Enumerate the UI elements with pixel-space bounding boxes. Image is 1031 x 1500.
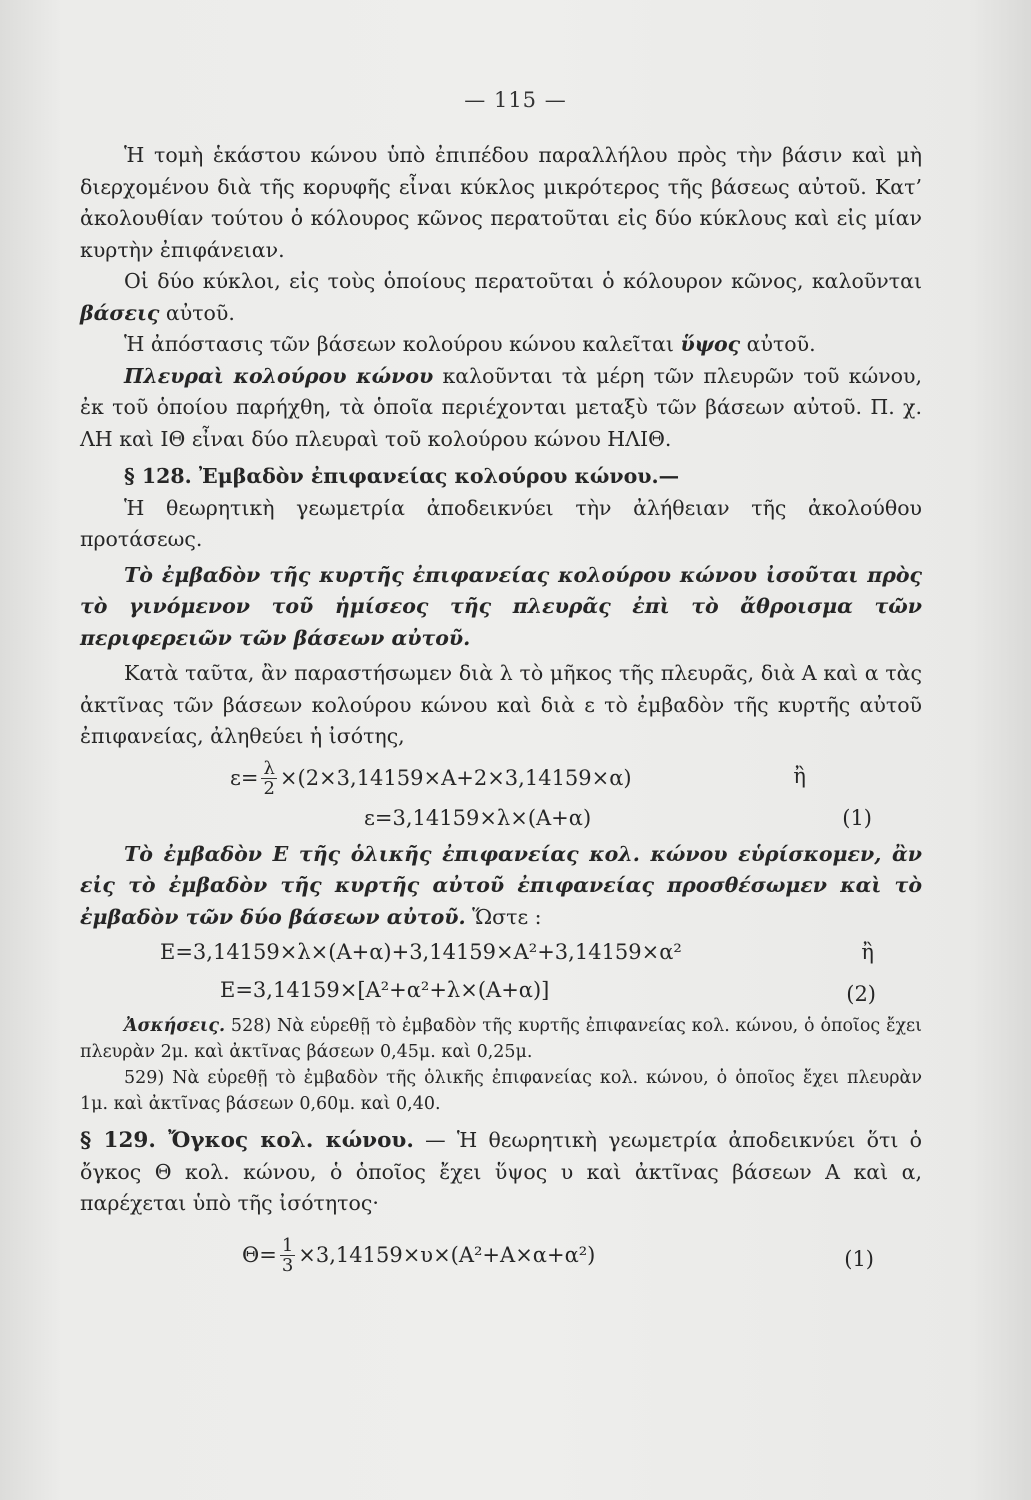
text-run: Τὸ ἐμβαδὸν Ε τῆς ὁλικῆς ἐπιφανείας κολ. κώνου εὑρίσκομεν, ἂν εἰς τὸ ἐμβαδὸν τῆς κυρτῆς αὐτοῦ ἐπιφανείας προσθέσωμεν καὶ τὸ ἐμβαδὸν τῶν δύο βάσεων αὐτοῦ.	[80, 841, 922, 929]
text-run: 528) Νὰ εὑρεθῇ τὸ ἐμβαδὸν τῆς κυρτῆς ἐπιφανείας κολ. κώνου, ὁ ὁποῖος ἔχει πλευρὰν 2μ. καὶ ἀκτῖνας βάσεων 0,45μ. καὶ 0,25μ.	[80, 1016, 922, 1062]
paragraph-sides	[80, 361, 922, 456]
formula-number: (1)	[842, 805, 872, 830]
formula-total-area	[80, 933, 922, 973]
text-run: αὐτοῦ.	[159, 300, 235, 325]
formula-or: ἢ	[861, 940, 874, 964]
formula-lhs: Θ=	[242, 1242, 277, 1267]
formula-lhs: ε=	[230, 765, 259, 790]
formula-volume	[80, 1228, 922, 1284]
term-sides: Πλευραὶ κολούρου κώνου	[124, 363, 434, 388]
fraction-denominator: 2	[263, 778, 275, 800]
fraction-numerator: 1	[281, 1234, 294, 1256]
formula-total-area-simplified	[80, 973, 922, 1013]
exercise-528	[80, 1013, 922, 1065]
fraction-denominator: 3	[281, 1255, 294, 1277]
term-bases: βάσεις	[80, 300, 160, 325]
exercises-label: Ἀσκήσεις.	[124, 1016, 226, 1036]
text-run: Οἱ δύο κύκλοι, εἰς τοὺς ὁποίους περατοῦται ὁ κόλουρον κῶνος, καλοῦνται	[124, 269, 922, 293]
paragraph-notation: Κατὰ ταῦτα, ἂν παραστήσωμεν διὰ λ τὸ μῆκος τῆς πλευρᾶς, διὰ Α καὶ α τὰς ἀκτῖνας τῶν βάσεων κολούρου κώνου καὶ διὰ ε τὸ ἐμβαδὸν τῆς κυρτῆς αὐτοῦ ἐπιφανείας, ἀληθεύει ἡ ἰσότης,	[80, 661, 922, 748]
paragraph-bases	[80, 266, 922, 329]
paragraph-frustum-section: Ἡ τομὴ ἑκάστου κώνου ὑπὸ ἐπιπέδου παραλλήλου πρὸς τὴν βάσιν καὶ μὴ διερχομένου διὰ τῆς κορυφῆς εἶναι κύκλος μικρότερος τῆς βάσεως αὐτοῦ. Κατ’ ἀκολουθίαν τούτου ὁ κόλουρος κῶνος περατοῦται εἰς δύο κύκλους καὶ εἰς μίαν κυρτὴν ἐπιφάνειαν.	[80, 143, 922, 262]
formula-expression: ε=3,14159×λ×(Α+α)	[364, 805, 592, 830]
formula-number: (2)	[846, 982, 876, 1006]
theorem-total-area	[80, 839, 922, 934]
exercise-529: 529) Νὰ εὑρεθῇ τὸ ἐμβαδὸν τῆς ὁλικῆς ἐπιφανείας κολ. κώνου, ὁ ὁποῖος ἔχει πλευρὰν 1μ. καὶ ἀκτῖνας βάσεων 0,60μ. καὶ 0,40.	[80, 1068, 922, 1114]
formula-or: ἢ	[793, 763, 806, 788]
formula-expression: Ε=3,14159×λ×(Α+α)+3,14159×Α²+3,14159×α²	[160, 940, 682, 964]
formula-expression: Ε=3,14159×[Α²+α²+λ×(Α+α)]	[220, 978, 550, 1002]
formula-rhs: ×3,14159×υ×(Α²+Α×α+α²)	[298, 1242, 596, 1267]
section-129	[80, 1125, 922, 1220]
section-128-intro: Ἡ θεωρητικὴ γεωμετρία ἀποδεικνύει τὴν ἀλήθειαν τῆς ἀκολούθου προτάσεως.	[80, 495, 922, 551]
formula-lateral-area	[80, 753, 922, 799]
section-128-heading: § 128. Ἐμβαδὸν ἐπιφανείας κολούρου κώνου.—	[124, 464, 680, 488]
paragraph-height	[80, 329, 922, 361]
page-number: — 115 —	[464, 88, 567, 112]
term-height: ὕψος	[680, 332, 741, 356]
text-run: — Ἡ θεωρητικὴ γεωμετρία ἀποδεικνύει ὅτι ὁ ὄγκος Θ κολ. κώνου, ὁ ὁποῖος ἔχει ὕψος υ καὶ ἀκτῖνας βάσεων Α καὶ α, παρέχεται ὑπὸ τῆς ἰσότητος·	[80, 1128, 922, 1215]
text-run: Ἡ ἀπόστασις τῶν βάσεων κολούρου κώνου καλεῖται	[124, 332, 681, 356]
page-text	[80, 140, 922, 1284]
fraction-third	[280, 1236, 295, 1277]
formula-expression	[230, 759, 632, 800]
formula-number: (1)	[844, 1246, 874, 1271]
fraction-half	[261, 759, 276, 800]
text-run: Ὥστε :	[465, 904, 542, 929]
section-129-heading: § 129. Ὄγκος κολ. κώνου.	[80, 1128, 414, 1153]
text-run: αὐτοῦ.	[740, 332, 816, 356]
fraction-numerator: λ	[263, 757, 275, 779]
formula-rhs: ×(2×3,14159×Α+2×3,14159×α)	[279, 765, 632, 790]
formula-lateral-area-simplified	[80, 799, 922, 839]
text-run: καλοῦνται τὰ μέρη τῶν πλευρῶν τοῦ κώνου, ἐκ τοῦ ὁποίου παρήχθη, τὰ ὁποῖα περιέχονται μεταξὺ τῶν βάσεων αὐτοῦ. Π. χ. ΛΗ καὶ ΙΘ εἶναι δύο πλευραὶ τοῦ κολούρου κώνου ΗΛΙΘ.	[80, 363, 922, 451]
theorem-lateral-area: Τὸ ἐμβαδὸν τῆς κυρτῆς ἐπιφανείας κολούρου κώνου ἰσοῦται πρὸς τὸ γινόμενον τοῦ ἡμίσεος τῆς πλευρᾶς ἐπὶ τὸ ἄθροισμα τῶν περιφερειῶν τῶν βάσεων αὐτοῦ.	[80, 562, 922, 650]
formula-expression	[242, 1236, 595, 1277]
